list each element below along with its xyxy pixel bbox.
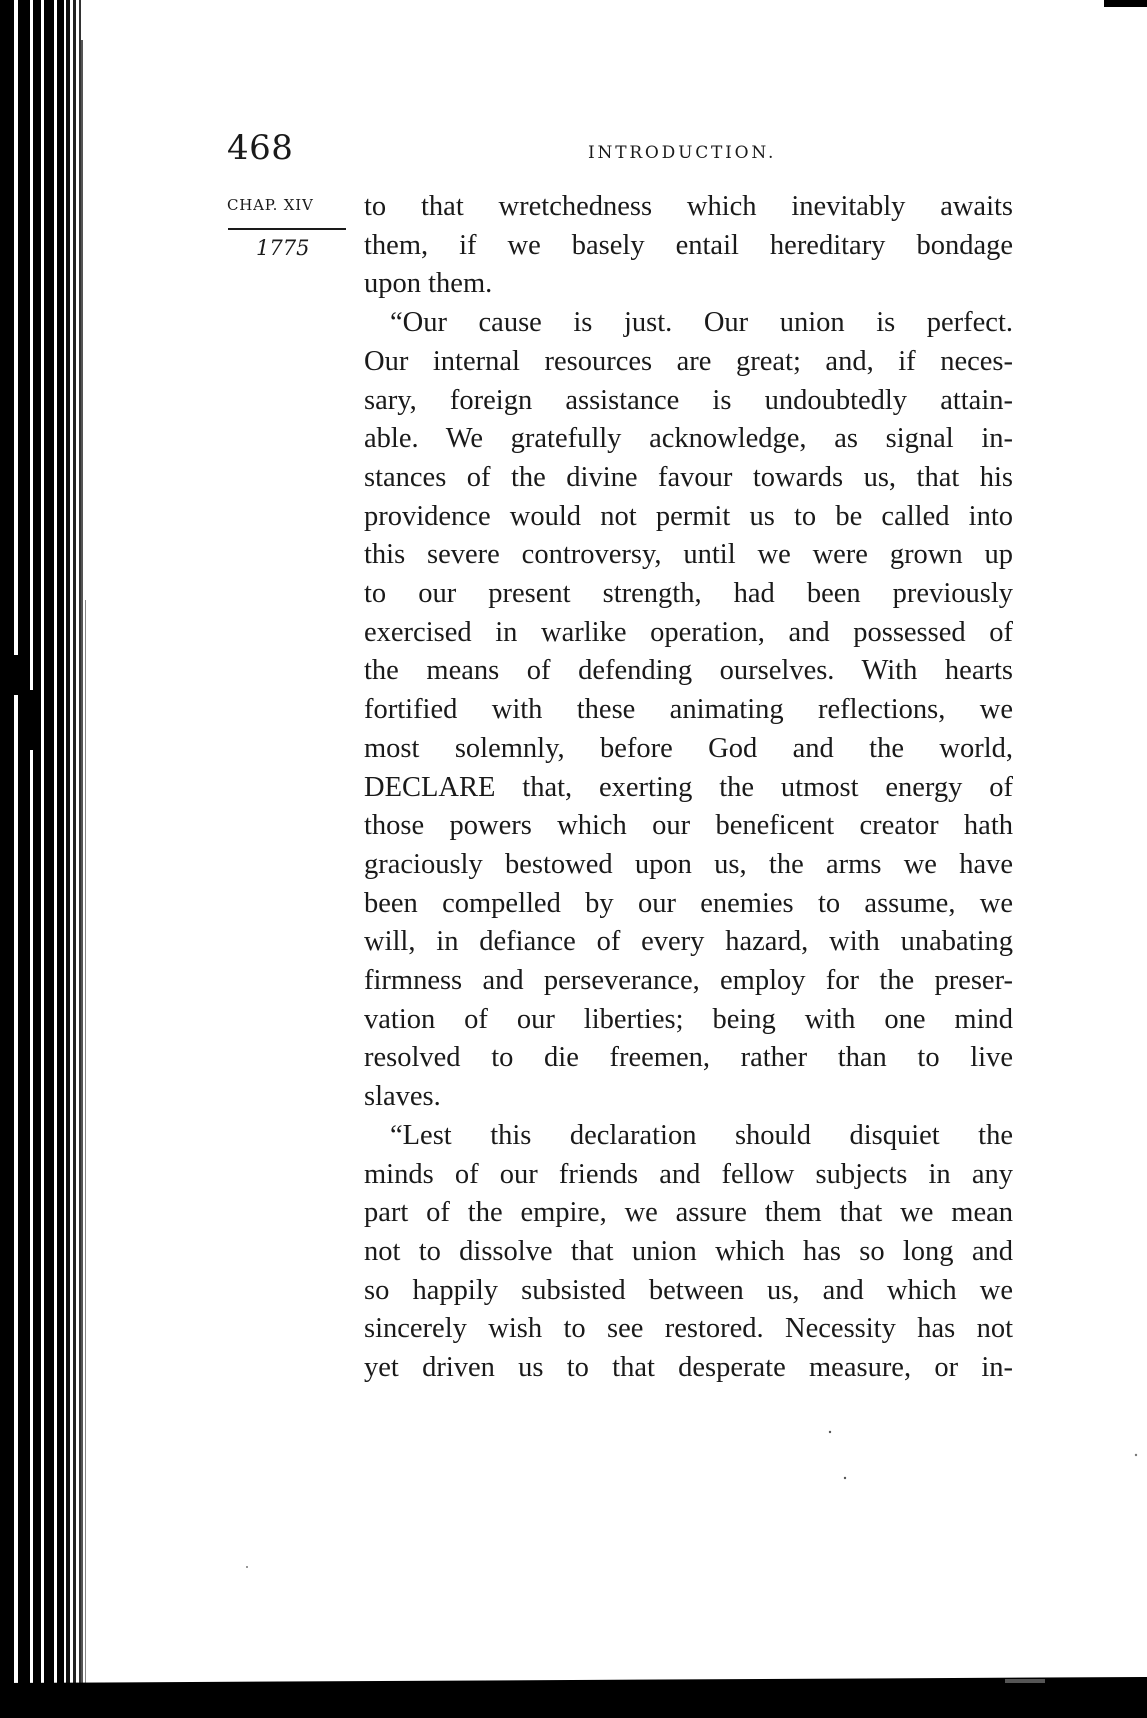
- text-line: graciously bestowed upon us, the arms we have: [364, 848, 1013, 880]
- text-line: part of the empire, we assure them that we mean: [364, 1197, 1013, 1229]
- text-line: firmness and perseverance, employ for the preser-: [364, 965, 1013, 997]
- text-line: sary, foreign assistance is undoubtedly attain-: [364, 384, 1013, 416]
- text-line: DECLARE that, exerting the utmost energy of: [364, 771, 1013, 803]
- text-line: “Our cause is just. Our union is perfect.: [390, 307, 1013, 339]
- text-line: to that wretchedness which inevitably awaits: [364, 191, 1013, 222]
- year-label: 1775: [256, 236, 310, 260]
- text-line: not to dissolve that union which has so long and: [364, 1235, 1013, 1267]
- text-line: minds of our friends and fellow subjects in any: [364, 1158, 1013, 1190]
- text-line: those powers which our beneficent creator hath: [364, 810, 1013, 842]
- page-number: 468: [227, 128, 294, 168]
- text-line: able. We gratefully acknowledge, as signal in-: [364, 423, 1013, 455]
- text-line: yet driven us to that desperate measure, or in-: [364, 1352, 1013, 1384]
- text-line: so happily subsisted between us, and which we: [364, 1274, 1013, 1306]
- running-head: INTRODUCTION.: [588, 143, 777, 163]
- text-line: Our internal resources are great; and, if neces-: [364, 345, 1013, 377]
- body-text: [364, 188, 1013, 1388]
- book-binding-shadow: [0, 0, 90, 1718]
- text-line: slaves.: [364, 1081, 441, 1113]
- text-line: upon them.: [364, 268, 493, 300]
- text-line: sincerely wish to see restored. Necessity has not: [364, 1313, 1013, 1345]
- text-line: “Lest this declaration should disquiet the: [390, 1119, 1013, 1151]
- text-line: will, in defiance of every hazard, with unabating: [364, 926, 1013, 958]
- margin-rule: [228, 228, 346, 230]
- text-line: providence would not permit us to be called into: [364, 500, 1013, 532]
- text-line: stances of the divine favour towards us, that his: [364, 461, 1013, 493]
- text-line: exercised in warlike operation, and possessed of: [364, 616, 1013, 648]
- text-line: them, if we basely entail hereditary bondage: [364, 229, 1013, 261]
- text-line: fortified with these animating reflections, we: [364, 694, 1013, 726]
- chapter-label: CHAP. XIV: [227, 196, 314, 214]
- text-line: been compelled by our enemies to assume, we: [364, 887, 1013, 919]
- text-line: most solemnly, before God and the world,: [364, 732, 1013, 764]
- text-line: to our present strength, had been previously: [364, 578, 1013, 610]
- text-line: vation of our liberties; being with one mind: [364, 1003, 1013, 1035]
- text-line: this severe controversy, until we were grown up: [364, 539, 1013, 571]
- text-line: the means of defending ourselves. With hearts: [364, 655, 1013, 687]
- page-bottom-shadow: [0, 1677, 1147, 1718]
- text-line: resolved to die freemen, rather than to live: [364, 1042, 1013, 1074]
